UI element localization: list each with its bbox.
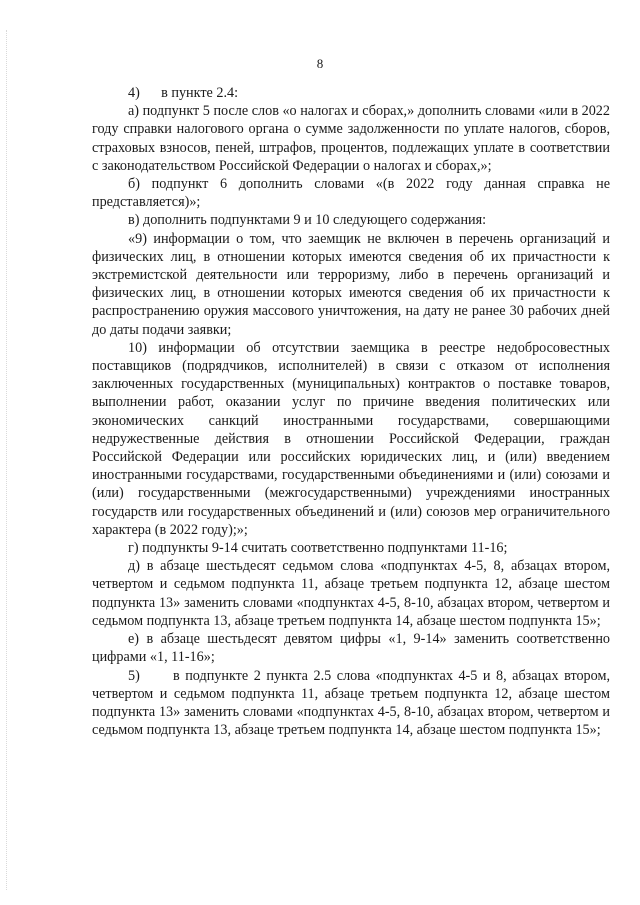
paragraph-subitem-d: д) в абзаце шестьдесят седьмом слова «подпунктах 4-5, 8, абзацах втором, четвертом и седьмом подпункта 11, абзаце третьем подпункта 12, абзаце шестом подпункта 13» заменить словами «подпунктах 4-5, 8-10, абзацах втором, четвертом и седьмом подпункта 13, абзаце третьем подпункта 14, абзаце шестом подпункта 15»; [92,558,610,629]
paragraph-subitem-b: б) подпункт 6 дополнить словами «(в 2022 году данная справка не представляется)»; [92,176,610,211]
paragraph-subitem-e: е) в абзаце шестьдесят девятом цифры «1, 9-14» заменить соответственно цифрами «1, 11-16»; [92,631,610,666]
scan-margin-marks [6,30,11,890]
page-number: 8 [316,56,324,71]
paragraph-subpoint-9: «9) информации о том, что заемщик не включен в перечень организаций и физических лиц, в отношении которых имеются сведения об их причастности к экстремистской деятельности или терроризму, либо в перечень организаций и физических лиц, в отношении которых имеются сведения об их причастности к распространению оружия массового уничтожения, на дату не ранее 30 рабочих дней до даты подачи заявки; [92,230,610,338]
paragraph-subitem-a: а) подпункт 5 после слов «о налогах и сборах,» дополнить словами «или в 2022 году справки налогового органа о сумме задолженности по уплате налогов, сборов, страховых взносов, пеней, штрафов, процентов, подлежащих уплате в соответствии с законодательством Российской Федерации о налогах и сборах,»; [92,103,610,174]
paragraph-subpoint-10: 10) информации об отсутствии заемщика в реестре недобросовестных поставщиков (подрядчиков, исполнителей) в связи с отказом от исполнения заключенных государственных (муниципальных) контрактов о поставке товаров, выполнении работ, оказании услуг по причине введения политических или экономических санкций иностранными государствами, совершающими недружественные действия в отношении Российской Федерации, граждан Российской Федерации или российских юридических лиц, и (или) введением иностранными государствами, государственными объединениями и (или) союзами и (или) государственными (межгосударственными) учреждениями иностранных государств или государственных объединений и (или) союзов мер ограничительного характера (в 2022 году);»; [92,339,610,538]
paragraph-item-4: 4) в пункте 2.4: [128,85,239,101]
paragraph-subitem-v: в) дополнить подпунктами 9 и 10 следующего содержания: [128,212,487,229]
document-body [92,84,610,739]
paragraph-item-5: 5) в подпункте 2 пункта 2.5 слова «подпунктах 4-5 и 8, абзацах втором, четвертом и седьмом подпункта 11, абзаце третьем подпункта 12, абзаце шестом подпункта 13» заменить словами «подпунктах 4-5, 8-10, абзацах втором, четвертом и седьмом подпункта 13, абзаце третьем подпункта 14, абзаце шестом подпункта 15»; [92,667,610,739]
paragraph-subitem-g: г) подпункты 9-14 считать соответственно подпунктами 11-16; [128,540,508,557]
